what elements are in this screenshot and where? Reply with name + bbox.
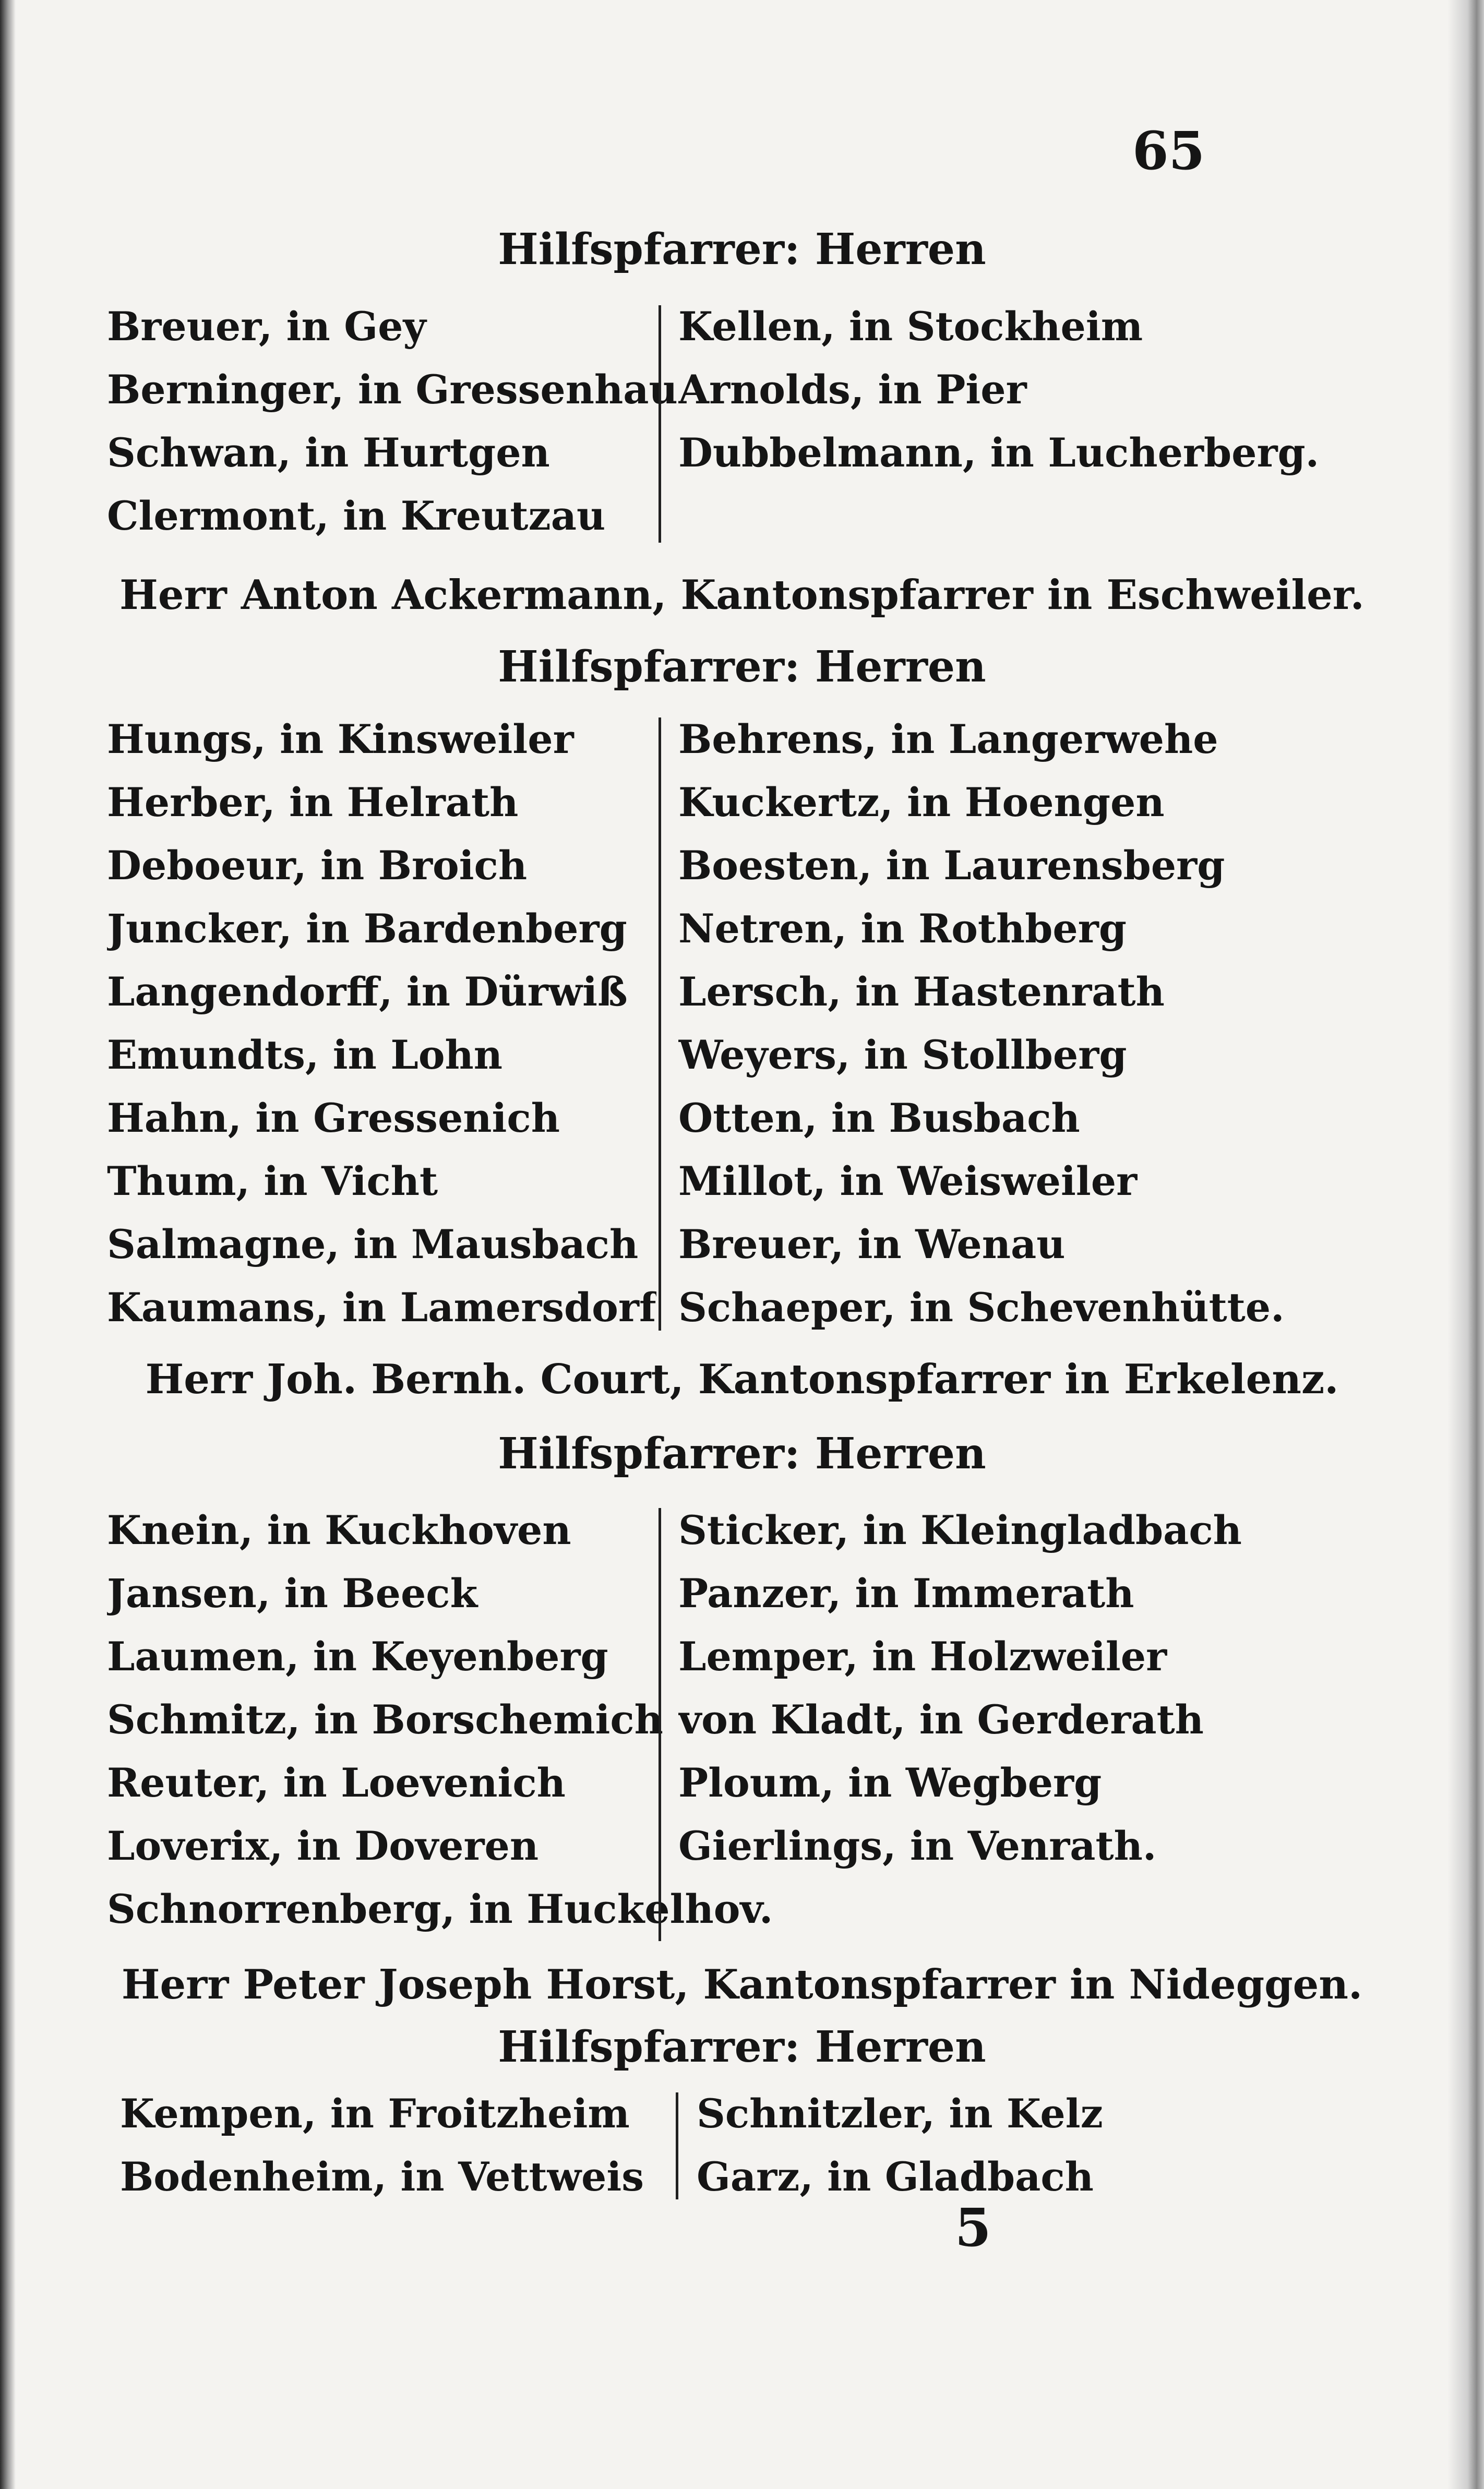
- entry-line: Deboeur, in Broich: [107, 842, 528, 889]
- left-column: [120, 2082, 644, 2208]
- right-column: [697, 2082, 1103, 2208]
- entry-line: Boesten, in Laurensberg: [678, 842, 1225, 889]
- entry-line: Behrens, in Langerwehe: [678, 716, 1218, 762]
- entry-line: Kuckertz, in Hoengen: [678, 779, 1165, 825]
- entry-line: Jansen, in Beeck: [107, 1570, 478, 1617]
- entry-line: Clermont, in Kreutzau: [107, 493, 606, 539]
- entry-line: Lemper, in Holzweiler: [678, 1633, 1167, 1680]
- entry-line: Herber, in Helrath: [107, 779, 519, 825]
- entry-line: Breuer, in Wenau: [678, 1221, 1066, 1267]
- section-heading: Hilfspfarrer: Herren: [498, 224, 986, 274]
- right-column: [678, 295, 1319, 484]
- column-divider: [659, 305, 661, 543]
- section-heading: Hilfspfarrer: Herren: [498, 2022, 986, 2072]
- entry-line: Kempen, in Froitzheim: [120, 2090, 630, 2137]
- page-binding-shadow: [0, 0, 16, 2489]
- section-heading: Hilfspfarrer: Herren: [498, 1429, 986, 1479]
- entry-line: Gierlings, in Venrath.: [678, 1823, 1157, 1869]
- right-column: [678, 708, 1285, 1339]
- entry-line: Reuter, in Loevenich: [107, 1760, 566, 1806]
- entry-line: Laumen, in Keyenberg: [107, 1633, 608, 1680]
- column-divider: [676, 2092, 678, 2199]
- rector-line: Herr Joh. Bernh. Court, Kantonspfarrer in Erkelenz.: [145, 1356, 1339, 1403]
- left-column: [107, 1499, 773, 1941]
- entry-line: Schmitz, in Borschemich: [107, 1696, 663, 1743]
- entry-line: Schnorrenberg, in Huckelhov.: [107, 1886, 773, 1932]
- entry-line: Panzer, in Immerath: [678, 1570, 1134, 1617]
- entry-line: Schnitzler, in Kelz: [697, 2090, 1103, 2137]
- entry-line: Dubbelmann, in Lucherberg.: [678, 429, 1320, 476]
- entry-line: Arnolds, in Pier: [678, 366, 1027, 413]
- entry-line: Knein, in Kuckhoven: [107, 1507, 571, 1553]
- printer-signature-mark: 5: [955, 2197, 991, 2258]
- entry-line: Garz, in Gladbach: [697, 2153, 1094, 2200]
- entry-line: Thum, in Vicht: [107, 1158, 438, 1204]
- rector-line: Herr Peter Joseph Horst, Kantonspfarrer in Nideggen.: [121, 1961, 1363, 2008]
- entry-line: Breuer, in Gey: [107, 303, 426, 350]
- left-column: [107, 708, 656, 1339]
- entry-line: Kellen, in Stockheim: [678, 303, 1143, 350]
- entry-line: Juncker, in Bardenberg: [107, 905, 627, 952]
- section-heading: Hilfspfarrer: Herren: [498, 642, 986, 692]
- column-divider: [659, 1508, 661, 1941]
- entry-line: Langendorff, in Dürwiß: [107, 968, 628, 1015]
- entry-line: Weyers, in Stollberg: [678, 1032, 1127, 1078]
- entry-line: Netren, in Rothberg: [678, 905, 1127, 952]
- entry-line: Lersch, in Hastenrath: [678, 968, 1165, 1015]
- entry-line: Sticker, in Kleingladbach: [678, 1507, 1242, 1553]
- entry-line: Schaeper, in Schevenhütte.: [678, 1284, 1285, 1331]
- entry-line: Emundts, in Lohn: [107, 1032, 503, 1078]
- entry-line: Otten, in Busbach: [678, 1095, 1080, 1141]
- entry-line: Bodenheim, in Vettweis: [120, 2153, 644, 2200]
- entry-line: Berninger, in Gressenhau: [107, 366, 678, 413]
- entry-line: von Kladt, in Gerderath: [678, 1696, 1204, 1743]
- left-column: [107, 295, 678, 547]
- page-edge-shadow: [1447, 0, 1484, 2489]
- entry-line: Hahn, in Gressenich: [107, 1095, 560, 1141]
- entry-line: Schwan, in Hurtgen: [107, 429, 550, 476]
- entry-line: Millot, in Weisweiler: [678, 1158, 1138, 1204]
- entry-line: Hungs, in Kinsweiler: [107, 716, 574, 762]
- entry-line: Salmagne, in Mausbach: [107, 1221, 639, 1267]
- entry-line: Kaumans, in Lamersdorf: [107, 1284, 656, 1331]
- rector-line: Herr Anton Ackermann, Kantonspfarrer in Eschweiler.: [119, 571, 1365, 619]
- page-number: 65: [1132, 120, 1205, 182]
- entry-line: Loverix, in Doveren: [107, 1823, 539, 1869]
- entry-line: Ploum, in Wegberg: [678, 1760, 1102, 1806]
- right-column: [678, 1499, 1242, 1877]
- column-divider: [659, 717, 661, 1331]
